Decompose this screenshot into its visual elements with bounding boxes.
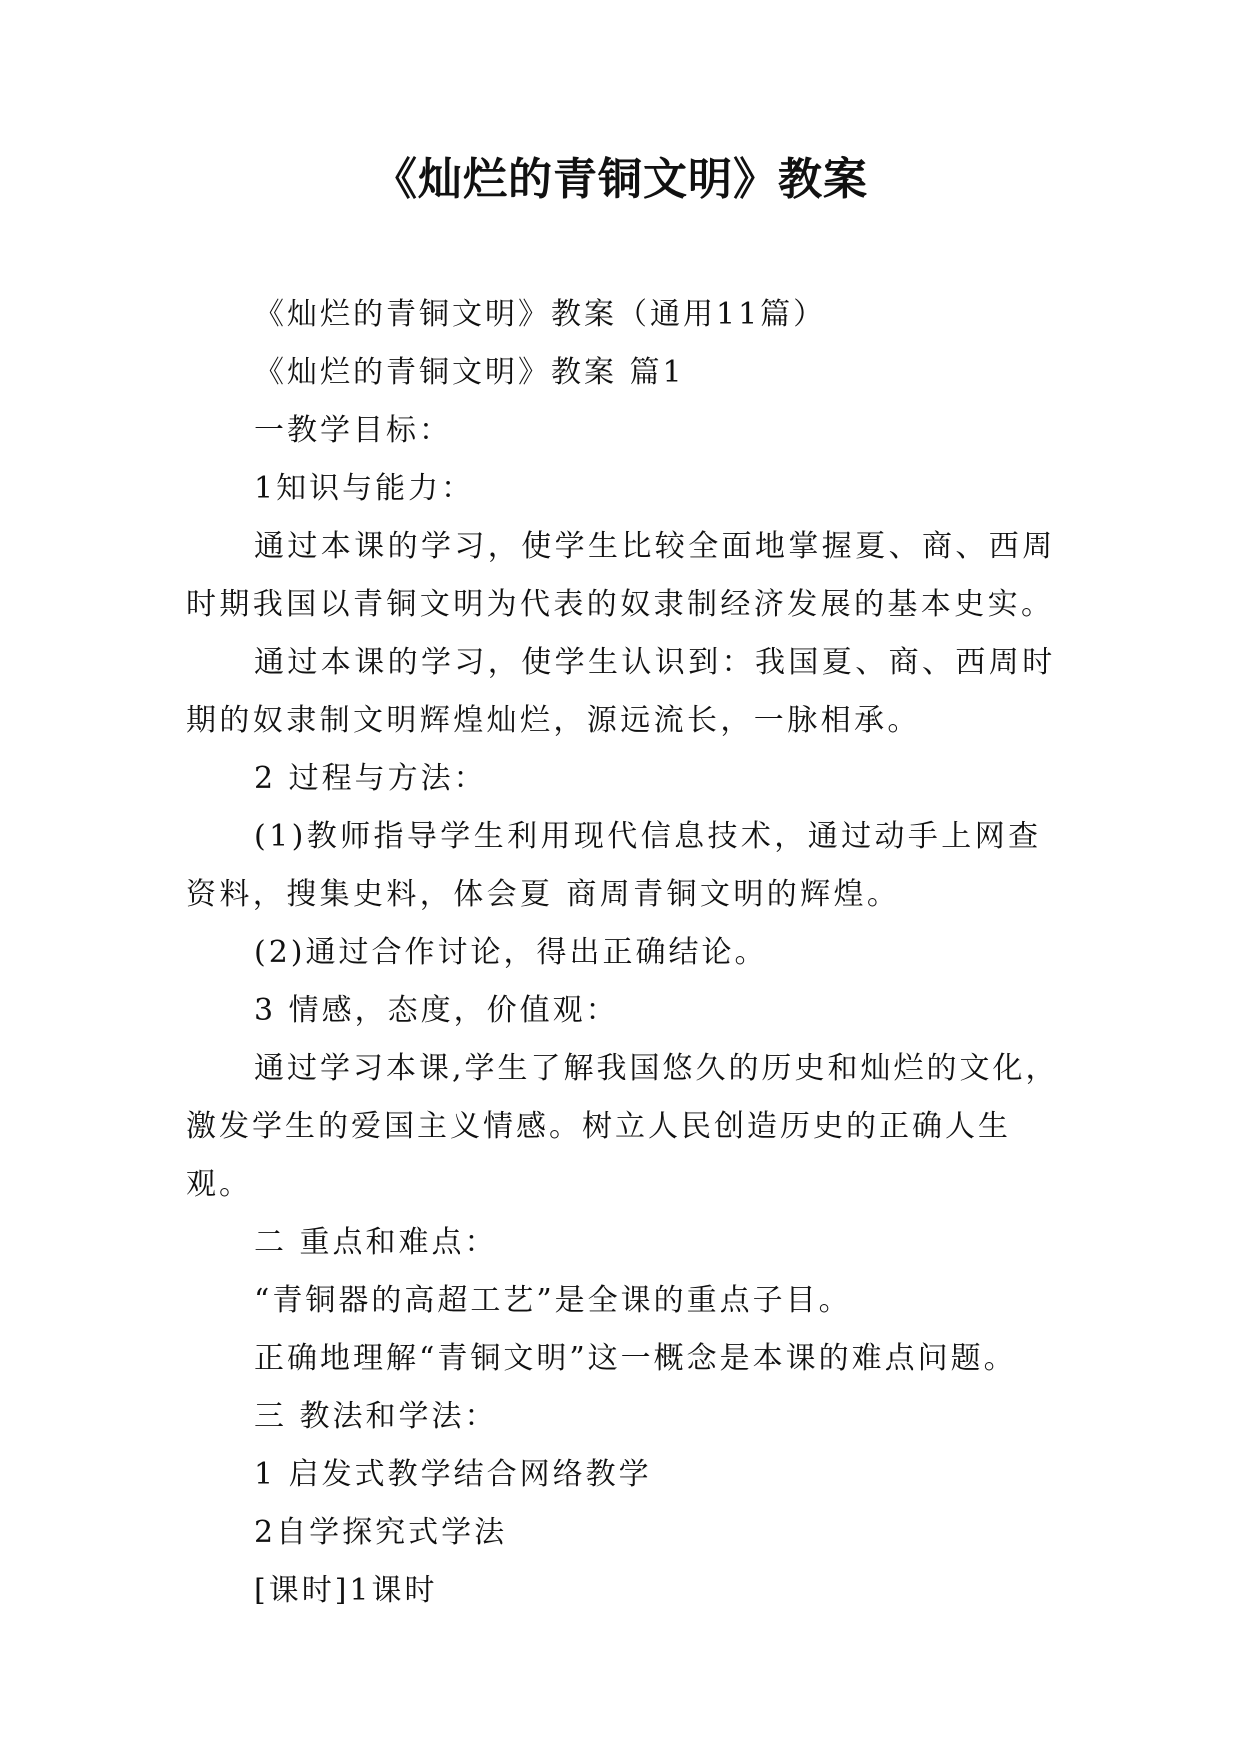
paragraph-process-method: 2 过程与方法：	[254, 761, 487, 796]
paragraph-emotion-text: 通过学习本课,学生了解我国悠久的历史和灿烂的文化，激发学生的爱国主义情感。树立人民创造历史的正确人生观。	[186, 1051, 1059, 1202]
paragraph-section-key-points: 二 重点和难点：	[254, 1225, 498, 1260]
paragraph-section-methods: 三 教法和学法：	[254, 1399, 498, 1434]
paragraph-method-1: 1 启发式教学结合网络教学	[254, 1457, 652, 1492]
paragraph-chapter-heading: 《灿烂的青铜文明》教案 篇1	[254, 355, 685, 390]
paragraph-process-2: (2)通过合作讨论，得出正确结论。	[254, 935, 768, 970]
paragraph-objective-2: 通过本课的学习，使学生认识到：我国夏、商、西周时期的奴隶制文明辉煌灿烂，源远流长，一脉相承。	[186, 645, 1056, 738]
paragraph-emotion-values: 3 情感，态度，价值观：	[254, 993, 619, 1028]
paragraph-knowledge-ability: 1知识与能力：	[254, 471, 475, 506]
document-body	[186, 286, 1066, 1620]
paragraph-difficult-point: 正确地理解“青铜文明”这一概念是本课的难点问题。	[254, 1341, 1017, 1376]
paragraph-objective-1: 通过本课的学习，使学生比较全面地掌握夏、商、西周时期我国以青铜文明为代表的奴隶制经济发展的基本史实。	[186, 529, 1056, 622]
paragraph-class-hours: [课时]1课时	[254, 1573, 438, 1608]
paragraph-method-2: 2自学探究式学法	[254, 1515, 508, 1550]
paragraph-key-point: “青铜器的高超工艺”是全课的重点子目。	[254, 1283, 852, 1318]
paragraph-process-1: (1)教师指导学生利用现代信息技术，通过动手上网查资料，搜集史料，体会夏 商周青铜文明的辉煌。	[186, 819, 1042, 912]
paragraph-subtitle: 《灿烂的青铜文明》教案（通用11篇）	[254, 297, 827, 332]
document-title: 《灿烂的青铜文明》教案	[373, 154, 868, 205]
paragraph-section-objectives: 一教学目标：	[254, 413, 452, 448]
